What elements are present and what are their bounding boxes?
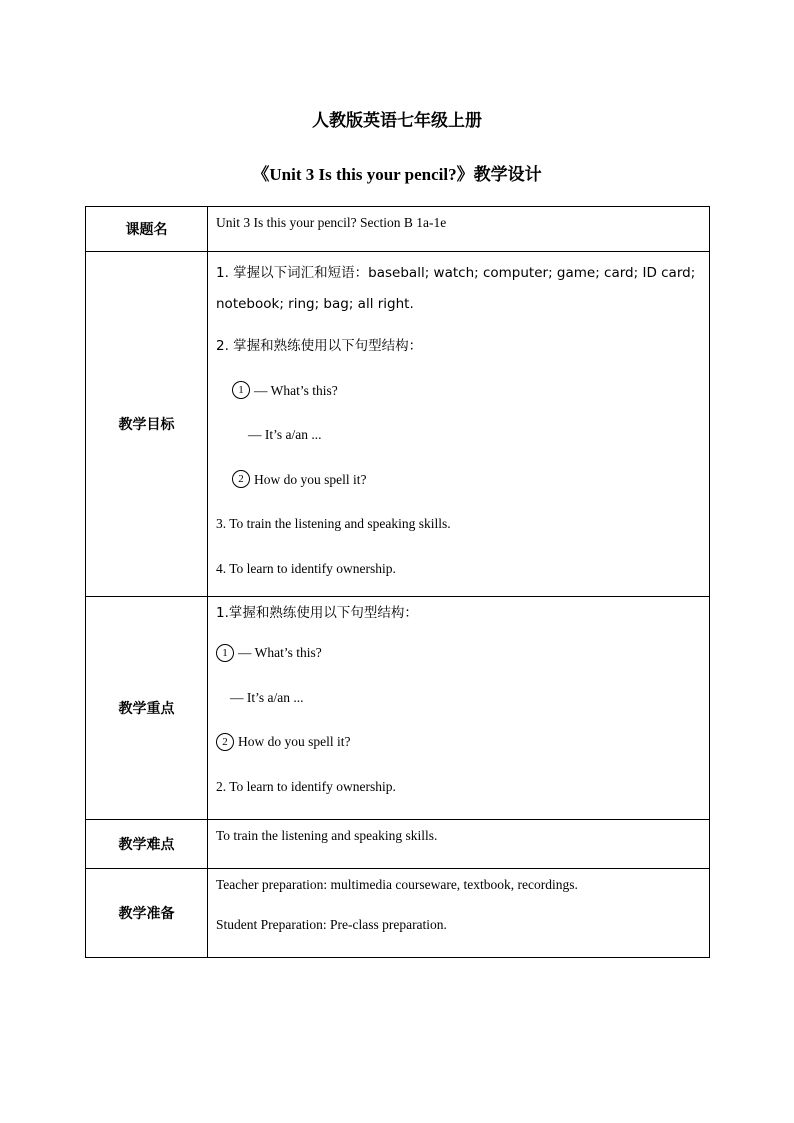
difficulty-cell — [208, 820, 710, 869]
objectives-label: 教学目标 — [86, 252, 208, 597]
objective-sentence-1-answer: — It’s a/an ... — [248, 427, 322, 442]
table-row-difficulty — [86, 820, 710, 869]
document-title: 人教版英语七年级上册 — [312, 111, 482, 131]
objectives-cell — [208, 252, 710, 597]
key-point-item-1: 1.掌握和熟练使用以下句型结构： — [216, 605, 418, 621]
table-row-preparation — [86, 869, 710, 958]
table-row-objectives — [86, 252, 710, 597]
topic-label: 课题名 — [86, 207, 208, 252]
key-point-sentence-2-text: How do you spell it? — [238, 734, 351, 749]
key-points-cell — [208, 597, 710, 820]
objective-item-1: 1. 掌握以下词汇和短语：baseball; watch; computer; game; card; ID card; notebook; ring; bag; all right. — [216, 265, 696, 312]
key-points-label: 教学重点 — [86, 597, 208, 820]
topic-cell — [208, 207, 710, 252]
key-point-sentence-1-question: — What’s this? — [238, 645, 322, 660]
teacher-preparation: Teacher preparation: multimedia courseware, textbook, recordings. — [216, 877, 578, 892]
topic-text: Unit 3 Is this your pencil? Section B 1a-1e — [216, 215, 447, 230]
difficulty-label: 教学难点 — [86, 820, 208, 869]
objective-item-2: 2. 掌握和熟练使用以下句型结构： — [216, 338, 423, 354]
circled-number-2: 2 — [232, 470, 250, 488]
key-point-sentence-1 — [208, 631, 709, 676]
objective-sentence-2 — [208, 458, 709, 503]
circled-number-1: 1 — [232, 381, 250, 399]
circled-number-2: 2 — [216, 733, 234, 751]
objective-item-3: 3. To train the listening and speaking skills. — [216, 516, 451, 531]
circled-number-1: 1 — [216, 644, 234, 662]
preparation-cell — [208, 869, 710, 958]
table-row-topic — [86, 207, 710, 252]
objective-sentence-1-question: — What’s this? — [254, 382, 338, 398]
objective-sentence-1 — [208, 369, 709, 414]
student-preparation: Student Preparation: Pre-class preparation. — [216, 917, 447, 932]
key-point-sentence-1-answer: — It’s a/an ... — [230, 689, 304, 705]
lesson-plan-table — [85, 206, 710, 958]
table-row-key-points — [86, 597, 710, 820]
objective-sentence-2-text: How do you spell it? — [254, 471, 367, 487]
preparation-label: 教学准备 — [86, 869, 208, 958]
objective-item-4: 4. To learn to identify ownership. — [216, 560, 396, 576]
key-point-sentence-2 — [208, 720, 709, 765]
difficulty-text: To train the listening and speaking skills. — [216, 828, 438, 843]
key-point-item-2: 2. To learn to identify ownership. — [216, 778, 396, 794]
document-subtitle: 《Unit 3 Is this your pencil?》教学设计 — [252, 165, 542, 184]
